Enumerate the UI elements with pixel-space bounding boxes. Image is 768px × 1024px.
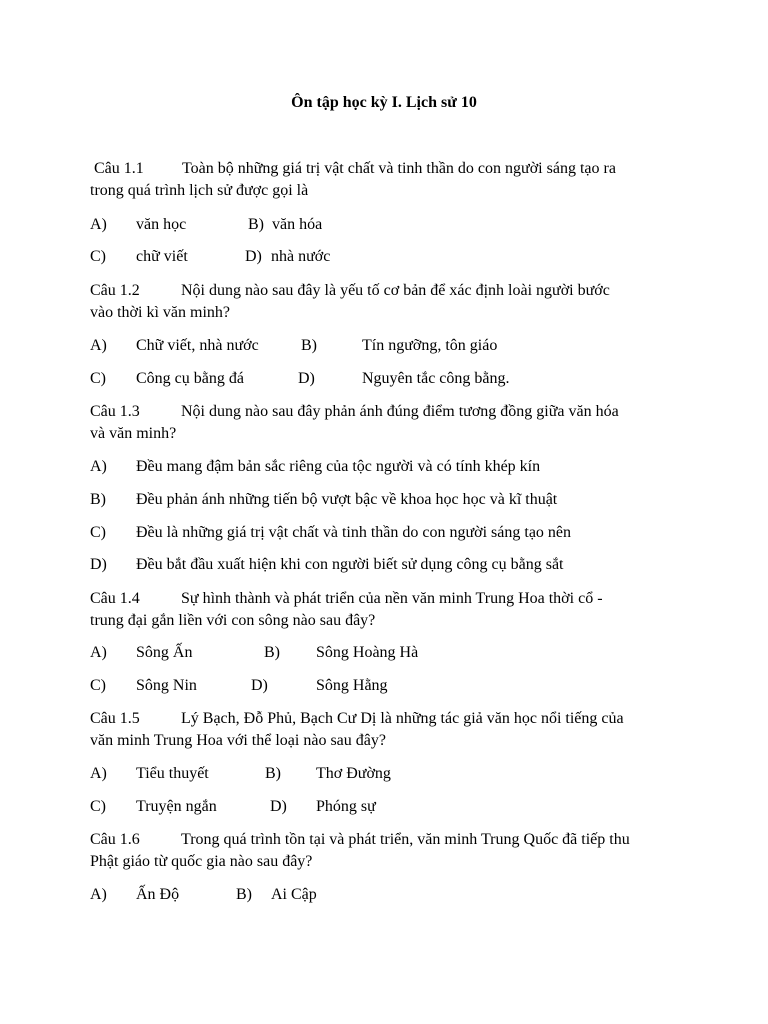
option-text: Sông Nin [136, 677, 197, 694]
question-1-5-continuation [90, 730, 690, 752]
option-text: văn học [136, 216, 187, 233]
question-text-line2: trung đại gắn liền với con sông nào sau đây? [90, 612, 376, 629]
option-letter: C) [90, 370, 106, 387]
option-text: chữ viết [136, 248, 188, 265]
question-text-line2: văn minh Trung Hoa với thể loại nào sau đây? [90, 732, 386, 749]
option-text: Tiểu thuyết [136, 765, 209, 782]
option-letter: D) [90, 556, 107, 573]
option-text: Nguyên tắc công bằng. [362, 370, 510, 387]
question-1-6-continuation [90, 851, 690, 873]
option-text: văn hóa [272, 216, 323, 233]
option-text: Chữ viết, nhà nước [136, 337, 259, 354]
option-text: Tín ngưỡng, tôn giáo [362, 337, 498, 354]
question-number: Câu 1.5 [90, 710, 140, 727]
option-text: Phóng sự [316, 798, 376, 815]
option-letter: C) [90, 798, 106, 815]
option-letter: C) [90, 677, 106, 694]
question-1-2-continuation [90, 302, 690, 324]
option-letter: B) [264, 644, 280, 661]
question-text: Sự hình thành và phát triển của nền văn minh Trung Hoa thời cổ - [181, 590, 603, 607]
option-letter: A) [90, 886, 107, 903]
question-number: Câu 1.1 [94, 160, 144, 177]
question-text: Nội dung nào sau đây phản ánh đúng điểm tương đồng giữa văn hóa [181, 403, 619, 420]
option-text: Sông Ấn [136, 644, 193, 661]
question-number: Câu 1.2 [90, 282, 140, 299]
option-letter: C) [90, 524, 106, 541]
option-letter: D) [245, 248, 262, 265]
option-letter: A) [90, 458, 107, 475]
option-text: Đều phản ánh những tiến bộ vượt bậc về khoa học học và kĩ thuật [136, 491, 558, 508]
option-letter: D) [270, 798, 287, 815]
option-text: Sông Hoàng Hà [316, 644, 419, 661]
question-1-3 [90, 401, 690, 423]
question-1-1-continuation [90, 180, 690, 202]
option-text: Ấn Độ [136, 886, 180, 903]
option-text: Truyện ngắn [136, 798, 217, 815]
option-letter: A) [90, 216, 107, 233]
option-letter: D) [298, 370, 315, 387]
question-text-line2: và văn minh? [90, 425, 177, 442]
option-text: Sông Hằng [316, 677, 388, 694]
option-text: Đều mang đậm bản sắc riêng của tộc người và có tính khép kín [136, 458, 541, 475]
option-letter: B) [301, 337, 317, 354]
question-text-line2: vào thời kì văn minh? [90, 304, 230, 321]
option-text: Công cụ bằng đá [136, 370, 244, 387]
question-text-line2: trong quá trình lịch sử được gọi là [90, 182, 309, 199]
question-text-line2: Phật giáo từ quốc gia nào sau đây? [90, 853, 313, 870]
option-letter: B) [90, 491, 106, 508]
option-text: Đều bắt đầu xuất hiện khi con người biết sử dụng công cụ bằng sắt [136, 556, 564, 573]
option-text: nhà nước [271, 248, 331, 265]
option-letter: A) [90, 765, 107, 782]
option-letter: C) [90, 248, 106, 265]
question-1-3-continuation [90, 423, 690, 445]
option-letter: B) [248, 216, 264, 233]
option-text: Đều là những giá trị vật chất và tinh thần do con người sáng tạo nên [136, 524, 572, 541]
question-text: Toàn bộ những giá trị vật chất và tinh thần do con người sáng tạo ra [182, 160, 616, 177]
question-text: Lý Bạch, Đỗ Phủ, Bạch Cư Dị là những tác giả văn học nổi tiếng của [181, 710, 624, 727]
question-number: Câu 1.6 [90, 831, 140, 848]
question-1-4 [90, 588, 690, 610]
question-text: Trong quá trình tồn tại và phát triển, văn minh Trung Quốc đã tiếp thu [181, 831, 630, 848]
question-number: Câu 1.4 [90, 590, 140, 607]
option-letter: D) [251, 677, 268, 694]
option-letter: A) [90, 337, 107, 354]
option-letter: A) [90, 644, 107, 661]
question-1-5 [90, 708, 690, 730]
question-number: Câu 1.3 [90, 403, 140, 420]
option-text: Thơ Đường [316, 765, 391, 782]
question-1-2 [90, 280, 690, 302]
question-text: Nội dung nào sau đây là yếu tố cơ bản để xác định loài người bước [181, 282, 610, 299]
question-1-6 [90, 829, 690, 851]
question-1-1 [94, 158, 694, 180]
option-letter: B) [265, 765, 281, 782]
document-title: Ôn tập học kỳ I. Lịch sử 10 [291, 94, 477, 111]
option-text: Ai Cập [271, 886, 317, 903]
option-letter: B) [236, 886, 252, 903]
question-1-4-continuation [90, 610, 690, 632]
